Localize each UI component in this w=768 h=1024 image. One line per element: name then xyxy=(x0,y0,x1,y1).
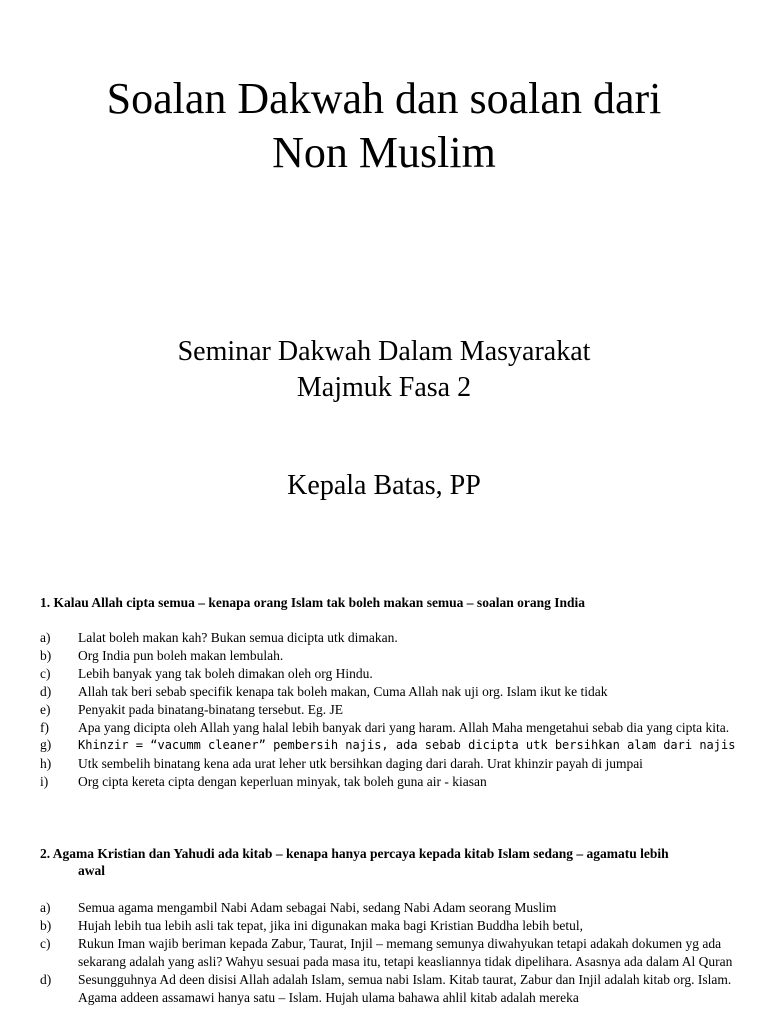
list-item-text: Apa yang dicipta oleh Allah yang halal lebih banyak dari yang haram. Allah Maha mengetahui sebab dia yang cipta kita. xyxy=(78,719,730,735)
list-item-text: Rukun Iman wajib beriman kepada Zabur, Taurat, Injil – memang semunya diwahyukan tetapi adakah dokumen yg ada sekarang adalah yang asli? Wahyu sesuai pada masa itu, tetapi keasliannya tidak dipelihara. Asasnya ada dalam Al Quran xyxy=(78,935,733,969)
list-item-text: Hujah lebih tua lebih asli tak tepat, jika ini digunakan maka bagi Kristian Buddha lebih betul, xyxy=(78,917,584,933)
subtitle-line-2: Majmuk Fasa 2 xyxy=(296,372,472,403)
list-item xyxy=(40,773,768,791)
list-item xyxy=(40,899,768,917)
question-2-section xyxy=(40,845,768,1006)
title-line-1: Soalan Dakwah dan soalan dari xyxy=(106,74,662,123)
list-marker: g) xyxy=(40,737,52,753)
question-2-answers xyxy=(40,899,768,1006)
question-1-section xyxy=(40,594,768,791)
list-marker: c) xyxy=(40,935,51,951)
list-marker: e) xyxy=(40,701,51,717)
question-1-answers xyxy=(40,629,768,791)
question-2-heading-line-2: awal xyxy=(78,863,105,878)
list-item xyxy=(40,665,768,683)
list-item xyxy=(40,755,768,773)
question-2-heading xyxy=(40,845,768,879)
subtitle xyxy=(0,334,768,406)
list-marker: d) xyxy=(40,971,52,987)
list-item xyxy=(40,917,768,935)
list-item xyxy=(40,736,768,755)
list-item xyxy=(40,935,768,971)
list-marker: f) xyxy=(40,719,49,735)
location: Kepala Batas, PP xyxy=(287,470,481,501)
list-marker: b) xyxy=(40,647,52,663)
list-item xyxy=(40,701,768,719)
list-item-text: Khinzir = “vacumm cleaner” pembersih najis, ada sebab dicipta utk bersihkan alam dari najis xyxy=(78,738,736,753)
list-marker: d) xyxy=(40,683,52,699)
list-marker: i) xyxy=(40,774,49,790)
list-item-text: Lalat boleh makan kah? Bukan semua dicipta utk dimakan. xyxy=(78,630,398,645)
list-marker: h) xyxy=(40,756,52,772)
list-marker: a) xyxy=(40,900,51,915)
list-item xyxy=(40,719,768,737)
question-2-heading-line-1: 2. Agama Kristian dan Yahudi ada kitab – kenapa hanya percaya kepada kitab Islam sedang – agamatu lebih xyxy=(40,846,669,861)
list-item-text: Utk sembelih binatang kena ada urat leher utk bersihkan daging dari darah. Urat khinzir payah di jumpai xyxy=(78,756,643,772)
list-item xyxy=(40,647,768,665)
list-item-text: Penyakit pada binatang-binatang tersebut. Eg. JE xyxy=(78,701,344,717)
list-item-text: Org cipta kereta cipta dengan keperluan minyak, tak boleh guna air - kiasan xyxy=(78,774,487,790)
list-item xyxy=(40,683,768,701)
list-item-text: Lebih banyak yang tak boleh dimakan oleh org Hindu. xyxy=(78,665,373,681)
list-item xyxy=(40,971,768,1007)
list-marker: c) xyxy=(40,665,51,681)
list-marker: b) xyxy=(40,917,52,933)
subtitle-line-1: Seminar Dakwah Dalam Masyarakat xyxy=(177,336,591,367)
page-title xyxy=(0,72,768,180)
list-marker: a) xyxy=(40,630,51,645)
list-item xyxy=(40,629,768,647)
title-line-2: Non Muslim xyxy=(272,128,496,177)
list-item-text: Semua agama mengambil Nabi Adam sebagai Nabi, sedang Nabi Adam seorang Muslim xyxy=(78,900,557,915)
list-item-text: Sesungguhnya Ad deen disisi Allah adalah Islam, semua nabi Islam. Kitab taurat, Zabur dan Injil adalah kitab org. Islam. Agama addeen assamawi hanya satu – Islam. Hujah ulama bahawa ahlil kitab adalah mereka xyxy=(78,971,732,1005)
list-item-text: Allah tak beri sebab specifik kenapa tak boleh makan, Cuma Allah nak uji org. Islam ikut ke tidak xyxy=(78,683,608,699)
question-1-heading: 1. Kalau Allah cipta semua – kenapa orang Islam tak boleh makan semua – soalan orang India xyxy=(40,595,585,610)
list-item-text: Org India pun boleh makan lembulah. xyxy=(78,647,284,663)
